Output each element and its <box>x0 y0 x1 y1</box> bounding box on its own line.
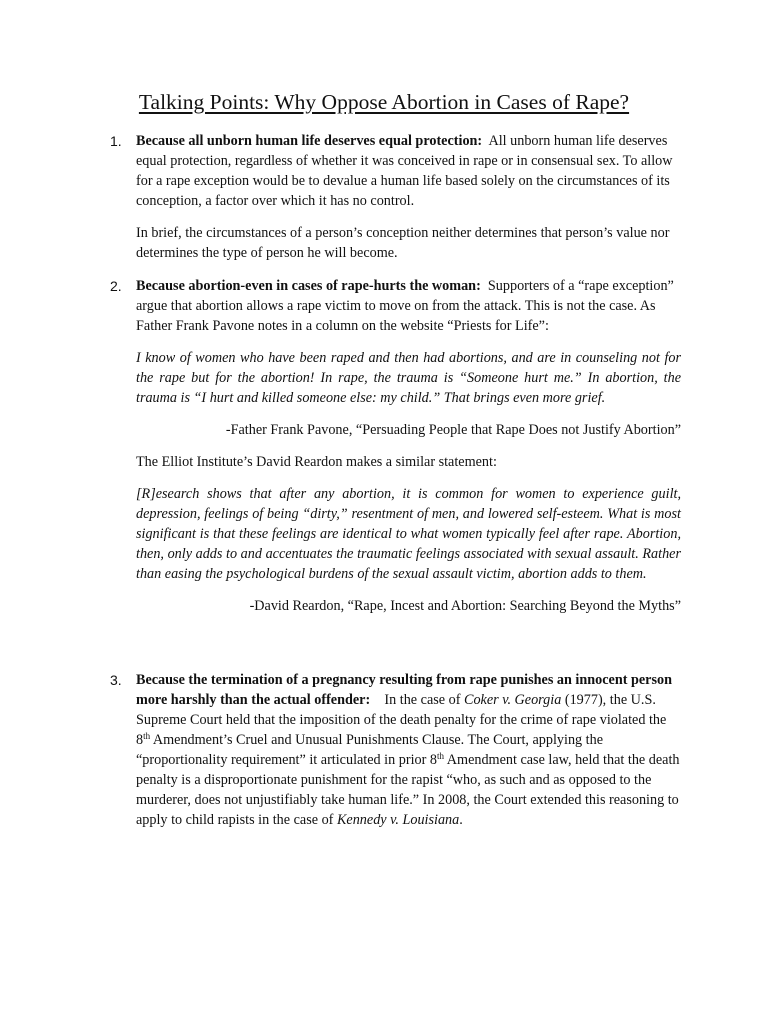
quote-pavone: I know of women who have been raped and then had abortions, and are in counseling not for the rape but for the abortion! In rape, the trauma is “Someone hurt me.” In abortion, the trauma is “I hurt and killed someone else: my child.” That brings even more grief. <box>136 350 681 406</box>
case-name: Kennedy v. Louisiana <box>336 812 460 828</box>
case-name: Coker v. Georgia <box>463 692 562 708</box>
point-text: All unborn human life deserves equal protection, regardless of whether it was conceived in rape or in consensual sex. To allow for a rape exception would be to devalue a human life based solely on the circumstances of its conception, a factor over which it has no control. <box>136 133 673 209</box>
attribution-pavone: -Father Frank Pavone, “Persuading People that Rape Does not Justify Abortion” <box>225 422 681 438</box>
transition-text: The Elliot Institute’s David Reardon makes a similar statement: <box>136 454 497 470</box>
quote-reardon: [R]esearch shows that after any abortion, it is common for women to experience guilt, depression, feelings of being “dirty,” resentment of men, and lowered self-esteem. What is most significant is that these feelings are identical to what women typically feel after rape. Abortion, then, only adds to and accentuates the traumatic feelings associated with sexual assault. Rather than easing the psychological burdens of the sexual assault victim, abortion adds to them. <box>136 486 681 582</box>
point-text: Supporters of a “rape exception” argue that abortion allows a rape victim to move on from the attack. This is not the case. As Father Frank Pavone notes in a column on the website “Priests for Life”: <box>136 278 674 334</box>
point-lead: Because all unborn human life deserves equal protection: <box>136 133 483 149</box>
point-paragraph <box>136 131 681 211</box>
ordinal-suffix: th <box>437 751 445 761</box>
point-lead: Because abortion-even in cases of rape-hurts the woman: <box>136 278 481 294</box>
point-text: . <box>459 812 463 828</box>
point-lead: Because the termination of a pregnancy resulting from rape punishes an innocent person more harshly than the actual offender: <box>136 672 672 708</box>
point-text: Amendment case law, held that the death penalty is a disproportionate punishment for the rapist “who, as such and as opposed to the murderer, does not unjustifiably take human life.” In 2008, the Court extended this reasoning to apply to child rapists in the case of <box>136 752 680 828</box>
point-text: In the case of <box>384 692 461 708</box>
attribution-reardon: -David Reardon, “Rape, Incest and Abortion: Searching Beyond the Myths” <box>249 598 681 614</box>
point-text: Amendment’s Cruel and Unusual Punishments Clause. The Court, applying the “proportionality requirement” it articulated in prior 8 <box>136 732 604 768</box>
ordinal-suffix: th <box>143 731 151 741</box>
point-number: 3. <box>110 672 122 688</box>
talking-point-1 <box>110 131 681 263</box>
point-paragraph <box>136 670 681 830</box>
point-text: (1977), the U.S. Supreme Court held that the imposition of the death penalty for the crime of rape violated the 8 <box>136 692 667 748</box>
document-title: Talking Points: Why Oppose Abortion in Cases of Rape? <box>138 90 630 114</box>
talking-point-2 <box>110 276 681 616</box>
point-number: 2. <box>110 278 122 294</box>
point-number: 1. <box>110 133 122 149</box>
point-brief: In brief, the circumstances of a person’s conception neither determines that person’s value nor determines the type of person he will become. <box>136 225 670 261</box>
talking-point-3 <box>110 670 681 830</box>
point-paragraph <box>136 276 681 336</box>
